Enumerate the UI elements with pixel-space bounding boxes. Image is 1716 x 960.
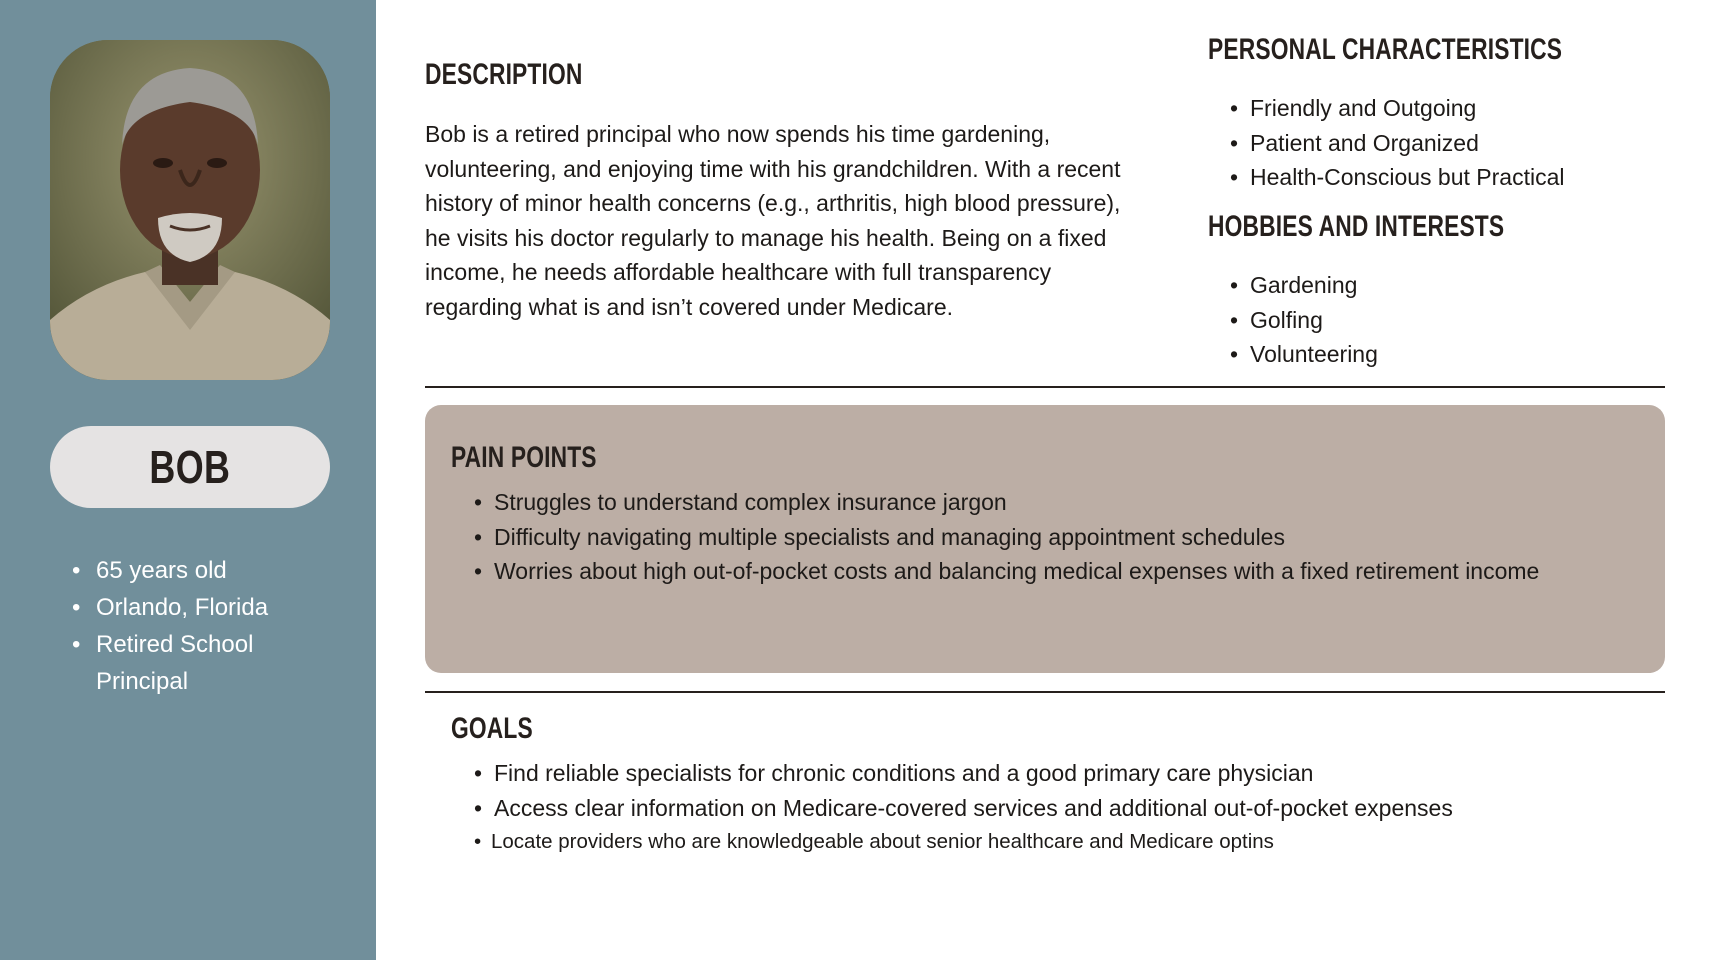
list-item: • Access clear information on Medicare-covered services and additional out-of-pocket expenses [472,791,1453,826]
list-item: • Volunteering [1228,337,1378,372]
fact-occupation: • Retired School Principal [70,626,330,700]
list-item: • Golfing [1228,303,1378,338]
pain-points-heading: PAIN POINTS [451,441,597,474]
list-item: • Worries about high out-of-pocket costs and balancing medical expenses with a fixed retirement income [472,554,1539,589]
description-text: Bob is a retired principal who now spends his time gardening, volunteering, and enjoying time with his grandchildren. With a recent history of minor health concerns (e.g., arthritis, high blood pressure), he visits his doctor regularly to manage his health. Being on a fixed income, he needs affordable healthcare with full transparency regarding what is and isn’t covered under Medicare. [425,121,1121,320]
personal-characteristics-heading: PERSONAL CHARACTERISTICS [1208,33,1563,66]
list-item: • Gardening [1228,268,1378,303]
fact-location: • Orlando, Florida [70,589,330,626]
persona-name: BOB [149,441,231,493]
persona-facts [70,552,330,700]
list-item: • Locate providers who are knowledgeable about senior healthcare and Medicare optins [472,825,1453,859]
list-item: • Find reliable specialists for chronic conditions and a good primary care physician [472,756,1453,791]
list-item: • Friendly and Outgoing [1228,91,1564,126]
pain-points-list [472,485,1539,589]
profile-sidebar [0,0,376,960]
list-item: • Struggles to understand complex insurance jargon [472,485,1539,520]
hobbies-heading: HOBBIES AND INTERESTS [1208,210,1505,243]
hobbies-list [1228,268,1378,372]
personal-characteristics-list [1228,91,1564,195]
section-divider [425,386,1665,388]
fact-age: • 65 years old [70,552,330,589]
portrait-illustration [50,40,330,380]
goals-list [472,756,1453,859]
persona-name-badge [50,426,330,508]
list-item: • Health-Conscious but Practical [1228,160,1564,195]
section-divider [425,691,1665,693]
list-item: • Difficulty navigating multiple specialists and managing appointment schedules [472,520,1539,555]
list-item: • Patient and Organized [1228,126,1564,161]
goals-heading: GOALS [451,712,533,745]
profile-photo [50,40,330,380]
description-heading: DESCRIPTION [425,58,583,91]
